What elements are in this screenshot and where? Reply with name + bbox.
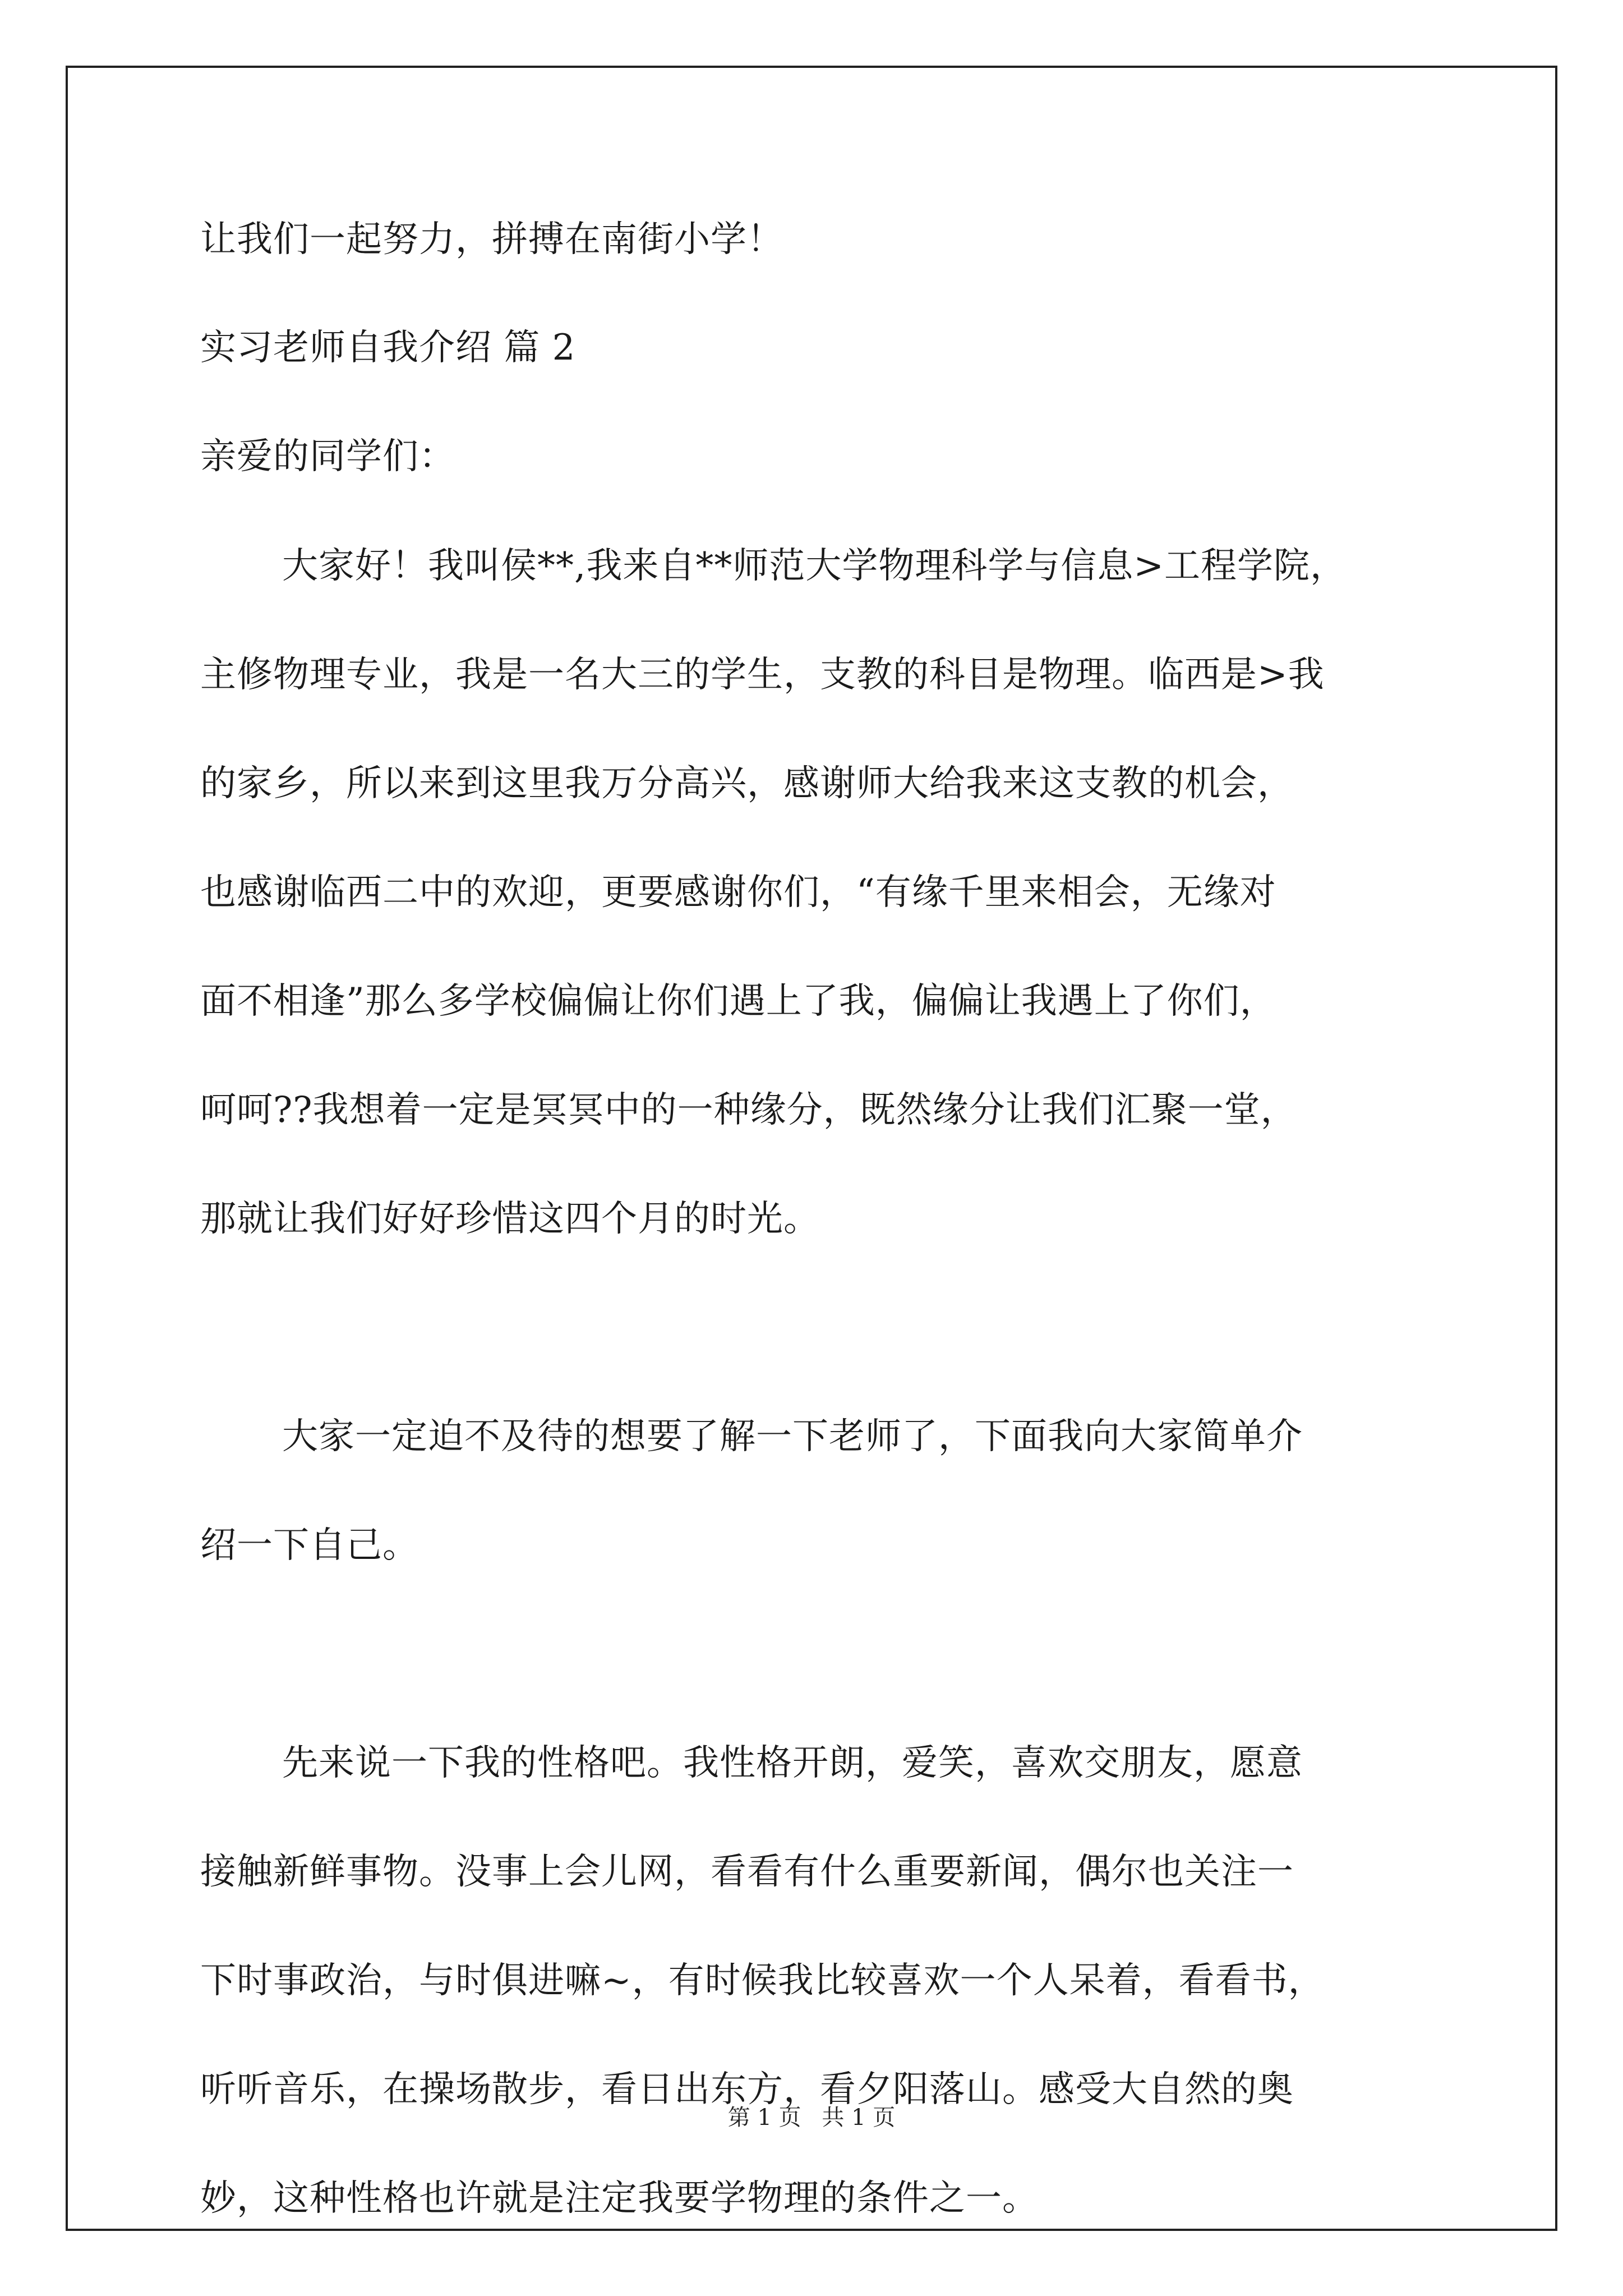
page-total: 共 1 页 <box>822 2105 896 2131</box>
page-number: 第 1 页 <box>727 2105 801 2131</box>
paragraph-line: 听听音乐，在操场散步，看日出东方，看夕阳落山。感受大自然的奥 <box>200 2069 1294 2110</box>
paragraph-line: 妙，这种性格也许就是注定我要学物理的条件之一。 <box>200 2178 1039 2219</box>
paragraph-line: 呵呵??我想着一定是冥冥中的一种缘分，既然缘分让我们汇聚一堂， <box>200 1089 1297 1131</box>
closing-line: 让我们一起努力，拼搏在南街小学！ <box>200 219 783 260</box>
paragraph-line: 先来说一下我的性格吧。我性格开朗，爱笑，喜欢交朋友，愿意 <box>282 1742 1303 1784</box>
page-footer <box>0 2106 1623 2129</box>
paragraph-line: 大家好！我叫侯**,我来自**师范大学物理科学与信息>工程学院， <box>282 545 1347 587</box>
salutation: 亲爱的同学们： <box>200 436 455 477</box>
paragraph-transition <box>200 1416 1303 1636</box>
section-heading: 实习老师自我介绍 篇 2 <box>200 327 576 369</box>
paragraph-line: 也感谢临西二中的欢迎，更要感谢你们，“有缘千里来相会，无缘对 <box>200 872 1276 913</box>
paragraph-line: 接触新鲜事物。没事上会儿网，看看有什么重要新闻，偶尔也关注一 <box>200 1851 1294 1893</box>
paragraph-line: 下时事政治，与时俱进嘛~，有时候我比较喜欢一个人呆着，看看书， <box>200 1960 1325 2001</box>
paragraph-line: 面不相逢”那么多学校偏偏让你们遇上了我，偏偏让我遇上了你们， <box>200 981 1276 1022</box>
paragraph-line: 的家乡，所以来到这里我万分高兴，感谢师大给我来这支教的机会， <box>200 763 1294 804</box>
paragraph-introduction <box>200 545 1347 1310</box>
paragraph-line: 绍一下自己。 <box>200 1525 419 1566</box>
paragraph-line: 大家一定迫不及待的想要了解一下老师了，下面我向大家简单介 <box>282 1416 1303 1457</box>
paragraph-line: 那就让我们好好珍惜这四个月的时光。 <box>200 1198 820 1240</box>
paragraph-personality <box>200 1742 1325 2289</box>
paragraph-line: 主修物理专业，我是一名大三的学生，支教的科目是物理。临西是>我 <box>200 654 1325 696</box>
